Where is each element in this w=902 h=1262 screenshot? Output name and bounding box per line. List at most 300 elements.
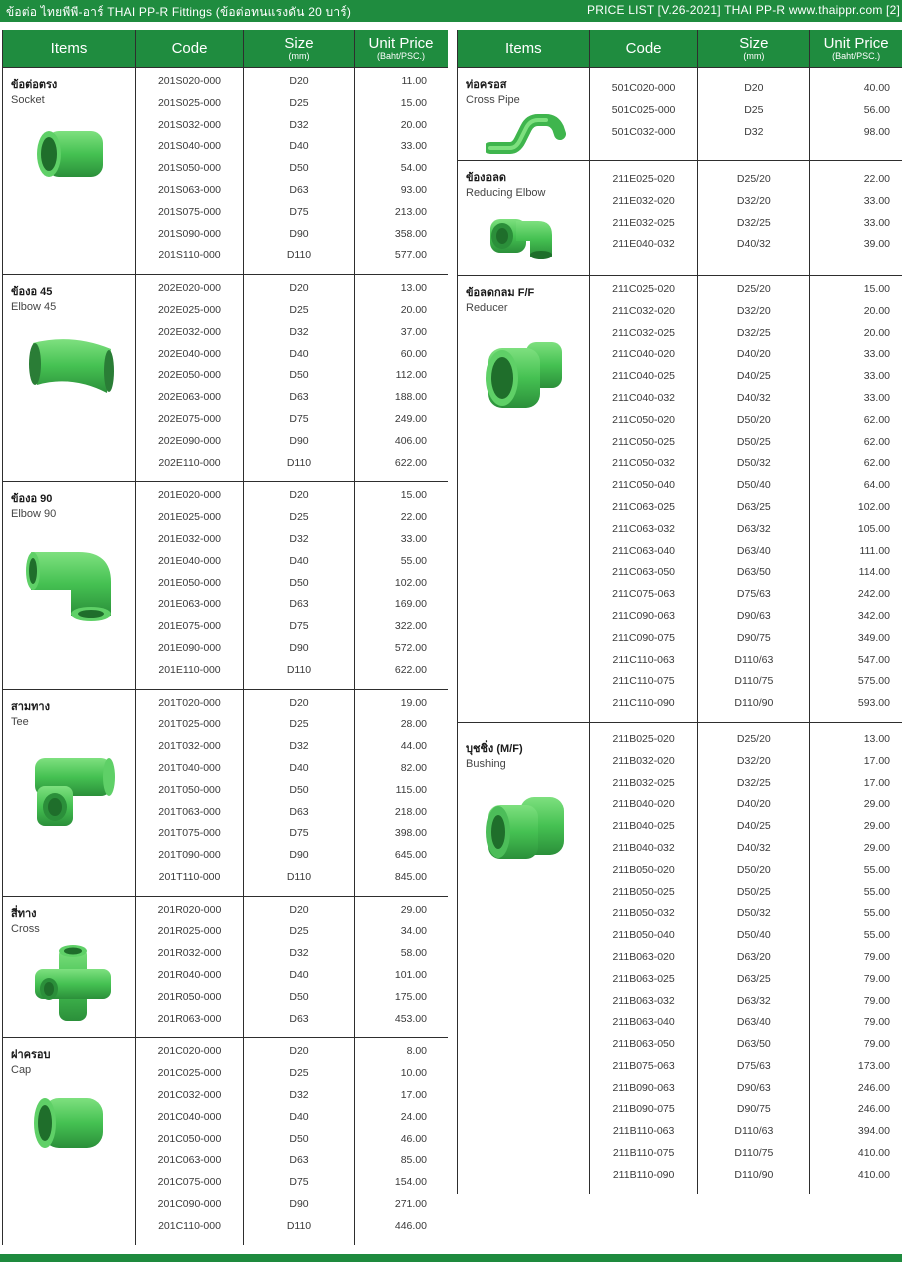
size-cell: D75/63 [736,588,771,601]
code-cell: 211C050-040 [612,479,676,492]
size-cell: D63/25 [736,500,771,513]
code-cell: 201S040-000 [157,140,222,153]
size-cell: D50/32 [736,457,771,470]
item-name-thai: ข้องอ 90 [11,493,53,506]
code-cell: 201E032-000 [157,532,222,545]
code-cell: 211C063-040 [612,544,676,557]
size-cell: D32 [289,740,309,753]
code-cell: 202E040-000 [157,347,222,360]
product-group-socket [3,68,448,275]
price-cell: 79.00 [863,1016,890,1029]
item-name-thai: บุชชิ่ง (M/F) [466,742,523,755]
code-cell: 211B025-020 [612,732,675,745]
code-cell: 211B050-040 [612,929,675,942]
code-cell: 211B063-040 [612,1016,675,1029]
size-cell: D63/20 [736,950,771,963]
size-cell: D75 [289,1176,309,1189]
code-cell: 211C110-063 [612,653,675,666]
size-cell: D63 [289,391,309,404]
price-cell: 105.00 [857,522,890,535]
price-cell: 79.00 [863,994,890,1007]
size-cell: D40 [289,969,309,982]
size-cell: D75 [289,205,309,218]
code-column [590,733,698,1191]
price-cell: 60.00 [400,347,427,360]
price-column [810,173,902,260]
price-cell: 79.00 [863,950,890,963]
size-cell: D50/32 [736,907,771,920]
item-name-english: Bushing [466,757,506,770]
price-cell: 28.00 [400,718,427,731]
size-column [698,283,809,719]
price-column [355,75,447,271]
price-column [355,697,447,893]
price-column [355,489,447,685]
code-cell: 501C032-000 [611,125,676,138]
price-cell: 102.00 [857,500,890,513]
size-cell: D50 [289,162,309,175]
price-cell: 20.00 [400,118,427,131]
elbow-45-fitting-icon [27,335,117,399]
item-name-thai: ฝาครอบ [11,1049,51,1062]
socket-fitting-icon [31,123,117,185]
size-cell: D25/20 [736,283,771,295]
price-cell: 79.00 [863,1038,890,1051]
size-cell: D20 [289,489,309,502]
price-cell: 62.00 [863,457,890,470]
code-cell: 211C090-063 [612,609,676,622]
code-cell: 201E025-000 [157,511,222,524]
reducing-elbow-fitting-icon [486,211,562,261]
code-cell: 201R032-000 [157,947,222,960]
price-cell: 342.00 [857,609,890,622]
price-cell: 101.00 [394,969,427,982]
code-cell: 211B063-020 [612,950,675,963]
code-cell: 211B110-090 [612,1168,675,1181]
size-cell: D25 [289,511,309,524]
code-column [136,697,243,893]
code-cell: 211B090-063 [612,1081,675,1094]
price-cell: 410.00 [857,1168,890,1181]
code-cell: 201T050-000 [158,783,221,796]
table-header [458,30,902,68]
size-cell: D75/63 [736,1059,771,1072]
code-cell: 211B063-025 [612,972,675,985]
price-cell: 55.00 [863,885,890,898]
item-name-english: Cross Pipe [466,94,520,106]
code-cell: 202E050-000 [157,369,222,382]
price-cell: 115.00 [395,783,427,796]
size-cell: D25 [289,1067,309,1080]
code-cell: 201T020-000 [158,696,221,709]
price-cell: 33.00 [863,216,890,229]
price-cell: 15.00 [863,283,890,295]
price-cell: 56.00 [863,103,890,116]
code-cell: 211C032-025 [612,326,676,339]
size-cell: D90/63 [736,609,771,622]
price-cell: 446.00 [394,1219,427,1232]
code-cell: 201T040-000 [158,761,221,774]
price-cell: 112.00 [395,369,427,382]
code-cell: 201T075-000 [158,827,221,840]
top-banner [0,0,902,22]
price-cell: 577.00 [394,249,427,262]
code-cell: 202E032-000 [157,325,222,338]
size-cell: D40 [289,761,309,774]
size-cell: D110/63 [734,1125,774,1138]
product-group-elbow-90 [3,482,448,689]
code-cell: 211C050-025 [612,435,676,448]
code-cell: 211C050-032 [612,457,676,470]
code-cell: 211B032-025 [612,776,675,789]
product-group-tee [3,690,448,897]
size-cell: D50 [289,990,309,1003]
size-cell: D32/20 [736,754,771,767]
product-group-elbow-45 [3,275,448,482]
size-cell: D20 [289,696,309,709]
price-column [810,733,902,1191]
price-cell: 46.00 [400,1132,427,1145]
item-name-thai: ท่อครอส [466,79,507,91]
header-size-unit: (mm) [743,50,765,61]
code-cell: 201S050-000 [157,162,222,175]
size-cell: D50/20 [736,413,771,426]
price-cell: 24.00 [400,1110,427,1123]
code-cell: 211B040-020 [612,798,675,811]
price-cell: 322.00 [394,620,427,633]
size-cell: D25 [289,925,309,938]
price-cell: 349.00 [857,631,890,644]
size-cell: D32 [289,118,309,131]
code-cell: 201E075-000 [157,620,222,633]
header-size: Size [739,34,769,52]
price-cell: 406.00 [394,434,427,447]
price-cell: 62.00 [863,435,890,448]
size-column [698,733,809,1191]
right-price-table [457,30,902,1194]
size-cell: D50 [289,783,309,796]
item-name-english: Cross [11,922,40,935]
size-cell: D25/20 [736,732,771,745]
size-cell: D50/25 [736,885,771,898]
size-cell: D63/50 [736,1038,771,1051]
code-cell: 211C025-020 [612,283,676,295]
code-cell: 211B050-032 [612,907,675,920]
size-cell: D90/63 [736,1081,771,1094]
size-cell: D40 [289,347,309,360]
price-cell: 93.00 [400,183,427,196]
price-cell: 39.00 [863,238,890,251]
code-cell: 201T110-000 [158,870,221,883]
price-cell: 62.00 [863,413,890,426]
size-cell: D25 [289,96,309,109]
size-cell: D63 [289,183,309,196]
code-cell: 201C040-000 [157,1110,222,1123]
code-column [590,283,698,719]
price-cell: 55.00 [400,554,427,567]
code-cell: 211B050-025 [612,885,675,898]
size-column [244,489,354,685]
code-cell: 211C032-020 [612,304,676,317]
price-cell: 175.00 [394,990,427,1003]
size-cell: D63/25 [736,972,771,985]
product-group-cross [3,897,448,1039]
cross-pipe-fitting-icon [486,114,566,156]
size-cell: D32 [289,947,309,960]
price-sheet [0,22,902,1254]
price-cell: 55.00 [863,863,890,876]
price-list-version: PRICE LIST [V.26-2021] THAI PP-R www.thaippr.com [2] [587,3,900,17]
size-cell: D40 [289,1110,309,1123]
price-cell: 547.00 [857,653,890,666]
price-cell: 188.00 [394,391,427,404]
item-name-english: Elbow 45 [11,301,57,314]
code-cell: 211E025-020 [612,173,675,185]
item-name-thai: สี่ทาง [11,907,37,920]
code-cell: 211C040-025 [612,370,676,383]
header-price: Unit Price [368,34,434,52]
code-cell: 201S032-000 [157,118,222,131]
size-column [244,282,354,478]
size-cell: D40/32 [736,391,771,404]
code-cell: 201C090-000 [157,1198,222,1211]
price-cell: 645.00 [394,849,427,862]
price-cell: 453.00 [394,1012,427,1025]
price-cell: 271.00 [394,1198,427,1211]
size-cell: D110/63 [734,653,774,666]
product-group-cross-pipe [458,68,902,161]
reducer-fitting-icon [480,332,570,414]
size-cell: D25 [289,718,309,731]
code-cell: 202E090-000 [157,434,222,447]
size-column [244,75,354,271]
price-cell: 40.00 [863,82,890,94]
item-name-english: Tee [11,715,29,728]
size-cell: D32 [289,532,309,545]
product-group-bushing [458,723,902,1194]
price-cell: 98.00 [863,125,890,138]
code-cell: 201R050-000 [157,990,222,1003]
price-cell: 622.00 [394,663,427,676]
price-column [810,82,902,147]
price-cell: 593.00 [857,697,890,710]
code-cell: 211C110-075 [612,675,675,688]
code-cell: 202E020-000 [157,282,222,295]
code-cell: 201T063-000 [158,805,221,818]
size-cell: D63/32 [736,522,771,535]
code-cell: 201C020-000 [157,1045,222,1058]
size-cell: D63 [289,598,309,611]
size-cell: D32 [289,1089,309,1102]
price-cell: 33.00 [863,194,890,207]
size-cell: D32/25 [736,776,771,789]
price-cell: 15.00 [400,489,427,502]
header-price-unit: (Baht/PSC.) [832,50,881,61]
code-cell: 201S063-000 [157,183,222,196]
price-cell: 29.00 [863,798,890,811]
code-cell: 201R025-000 [157,925,222,938]
size-column [244,904,354,1035]
code-cell: 211C063-032 [612,522,676,535]
code-cell: 211E032-025 [612,216,675,229]
price-cell: 102.00 [394,576,427,589]
price-cell: 44.00 [400,740,427,753]
code-cell: 201S090-000 [157,227,222,240]
code-cell: 202E063-000 [157,391,222,404]
price-cell: 17.00 [863,754,890,767]
size-cell: D63/50 [736,566,771,579]
code-column [590,82,698,147]
code-column [136,282,243,478]
code-cell: 211C075-063 [612,588,676,601]
price-cell: 19.00 [400,696,427,709]
size-cell: D90 [289,227,309,240]
price-cell: 242.00 [857,588,890,601]
price-cell: 58.00 [400,947,427,960]
code-cell: 211B040-032 [612,841,675,854]
code-cell: 201C110-000 [158,1219,221,1232]
price-cell: 622.00 [394,456,427,469]
size-cell: D40/25 [736,370,771,383]
size-cell: D50 [289,576,309,589]
code-cell: 211E032-020 [612,194,675,207]
price-cell: 34.00 [400,925,427,938]
code-cell: 211E040-032 [612,238,675,251]
size-column [244,697,354,893]
code-column [136,904,243,1035]
size-cell: D110 [286,663,312,676]
size-cell: D20 [289,1045,309,1058]
price-cell: 8.00 [406,1045,427,1058]
size-cell: D40/32 [736,841,771,854]
code-cell: 211C090-075 [612,631,676,644]
item-name-english: Socket [11,94,45,106]
price-cell: 114.00 [858,566,890,579]
size-cell: D32/20 [736,304,771,317]
price-cell: 64.00 [863,479,890,492]
code-cell: 201S025-000 [157,96,222,109]
price-column [355,904,447,1035]
size-cell: D90 [289,849,309,862]
size-cell: D110 [286,249,312,262]
code-cell: 201E063-000 [157,598,222,611]
size-cell: D32 [744,125,764,138]
size-cell: D110/90 [734,697,774,710]
left-price-table [2,30,448,1245]
price-cell: 13.00 [863,732,890,745]
price-cell: 246.00 [857,1103,890,1116]
size-cell: D63 [289,1012,309,1025]
price-cell: 33.00 [400,140,427,153]
code-cell: 201C063-000 [157,1154,222,1167]
size-cell: D90/75 [736,1103,771,1116]
price-cell: 20.00 [400,303,427,316]
size-cell: D32/25 [736,326,771,339]
catalog-title: ข้อต่อ ไทยพีพี-อาร์ THAI PP-R Fittings (ข้อต่อทนแรงดัน 20 บาร์) [6,5,352,19]
code-cell: 201R063-000 [157,1012,222,1025]
code-cell: 201C050-000 [157,1132,222,1145]
price-cell: 218.00 [394,805,427,818]
price-cell: 29.00 [863,841,890,854]
size-cell: D50/25 [736,435,771,448]
code-cell: 201R020-000 [157,903,222,916]
item-name-thai: ข้องอ 45 [11,286,53,299]
header-price-unit: (Baht/PSC.) [376,50,425,61]
code-cell: 211C063-025 [612,500,676,513]
price-cell: 410.00 [857,1147,890,1160]
code-cell: 201E020-000 [157,489,222,502]
price-cell: 82.00 [400,761,427,774]
size-cell: D50/20 [736,863,771,876]
size-column [244,1045,354,1241]
price-cell: 10.00 [400,1067,427,1080]
code-cell: 201E090-000 [157,641,222,654]
size-cell: D90/75 [736,631,771,644]
price-cell: 11.00 [401,75,427,87]
price-cell: 33.00 [400,532,427,545]
size-cell: D40/25 [736,820,771,833]
cross-fitting-icon [29,941,117,1025]
code-cell: 211B110-075 [612,1147,675,1160]
size-cell: D40/20 [736,348,771,361]
code-cell: 201E050-000 [157,576,222,589]
price-cell: 79.00 [863,972,890,985]
header-price: Unit Price [823,34,889,52]
code-cell: 211B032-020 [612,754,675,767]
code-cell: 201E040-000 [157,554,222,567]
code-cell: 211B063-032 [612,994,675,1007]
size-cell: D25 [744,103,764,116]
size-column [698,173,809,260]
price-cell: 29.00 [400,903,427,916]
size-cell: D32 [289,325,309,338]
size-cell: D32/25 [736,216,771,229]
code-cell: 211C050-020 [612,413,676,426]
code-cell: 201R040-000 [157,969,222,982]
price-cell: 572.00 [394,641,427,654]
price-cell: 845.00 [394,870,427,883]
size-cell: D63 [289,805,309,818]
price-column [355,1045,447,1241]
size-cell: D63 [289,1154,309,1167]
item-name-thai: สามทาง [11,700,50,713]
item-name-thai: ข้อลดกลม F/F [466,287,535,299]
bottom-banner [0,1254,902,1262]
code-cell: 201S110-000 [158,249,221,262]
code-column [136,1045,243,1241]
product-group-cap [3,1038,448,1244]
code-cell: 201C075-000 [157,1176,222,1189]
code-cell: 211B040-025 [612,820,675,833]
size-cell: D40 [289,140,309,153]
size-cell: D50 [289,369,309,382]
code-cell: 501C020-000 [611,82,676,94]
price-cell: 37.00 [400,325,427,338]
code-cell: 201C032-000 [157,1089,222,1102]
cap-fitting-icon [29,1090,115,1156]
price-cell: 55.00 [863,907,890,920]
price-cell: 394.00 [857,1125,890,1138]
size-cell: D90 [289,434,309,447]
price-column [355,282,447,478]
size-cell: D40/32 [736,238,771,251]
code-column [590,173,698,260]
size-column [698,82,809,147]
code-cell: 211B050-020 [612,863,675,876]
bushing-fitting-icon [480,789,570,873]
code-cell: 211B090-075 [612,1103,675,1116]
code-cell: 501C025-000 [611,103,676,116]
